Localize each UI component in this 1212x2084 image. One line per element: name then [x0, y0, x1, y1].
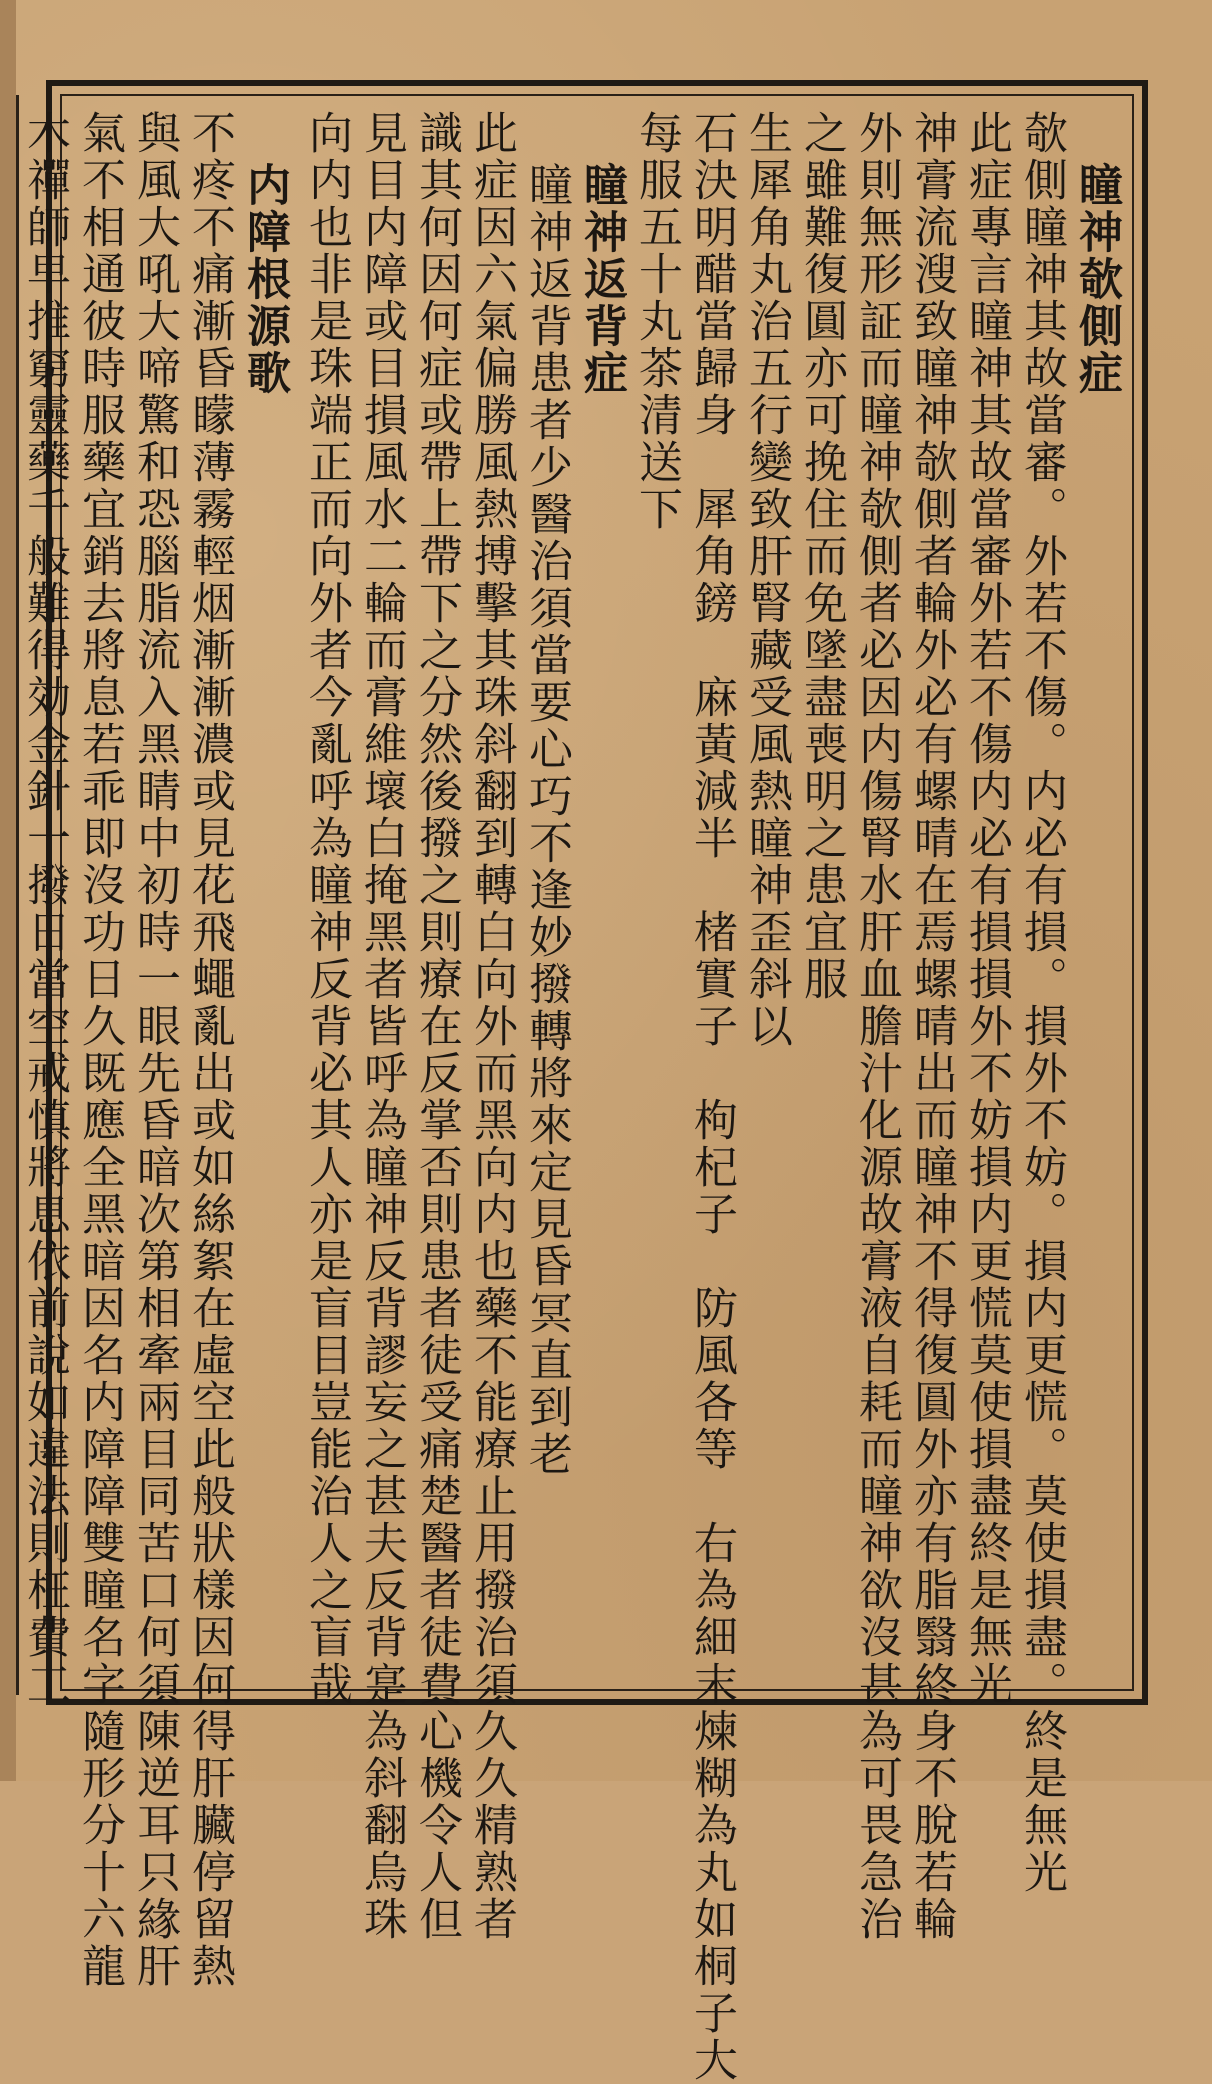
verse-column: 不疼不痛漸昏矇薄霧輕烟漸漸濃或見花飛蠅亂出或如絲絮在虛空此般狀樣因何得肝臟停留熱: [184, 110, 235, 1990]
verse-column: 氣不相通彼時服藥宜銷去將息若乖即沒功日久既應全黑暗因名内障障雙瞳名字隨形分十六龍: [74, 110, 125, 1990]
text-column: 見目内障或目損風水二輪而膏維壞白掩黑者皆呼為瞳神反背謬妄之甚夫反背寔為斜翻烏珠: [356, 110, 407, 1943]
heading-tongshen-fanbei: 瞳神返背症: [576, 162, 627, 397]
heading-neizhang-genyuan-ge: 内障根源歌: [239, 162, 290, 397]
binding-edge: [0, 0, 16, 1781]
verse-column: 與風大吼大啼驚和恐腦脂流入黑睛中初時一眼先昏暗次第相牽兩目同苦口何須陳逆耳只緣肝: [129, 110, 180, 1990]
text-block: [19, 110, 1122, 2084]
prescription-title-column: 生犀角丸治五行變致肝腎藏受風熱瞳神歪斜以: [741, 110, 792, 1050]
text-column: 向内也非是珠端正而向外者今亂呼為瞳神反背必其人亦是盲目豈能治人之盲哉: [301, 110, 352, 1708]
text-column: 神膏流溲致瞳神欹側者輪外必有螺晴在焉螺晴出而瞳神不得復圓外亦有脂翳終身不脫若輪: [906, 110, 957, 1943]
text-column: 識其何因何症或帶上帶下之分然後撥之則療在反掌否則患者徒受痛楚醫者徒費心機令人但: [411, 110, 462, 1943]
heading-tongshen-qice: 瞳神欹側症: [1071, 162, 1122, 397]
text-column: 外則無形証而瞳神欹側者必因内傷腎水肝血膽汁化源故膏液自耗而瞳神欲沒甚為可畏急治: [851, 110, 902, 1943]
verse-column: 瞳神返背患者少醫治須當要心巧不逢妙撥轉將來定見昏冥直到老: [521, 162, 572, 1478]
verse-column: 木禪師早推窮靈藥千般難得効金針一撥日當空戒慎將息依前說如違法則枉費工: [19, 110, 70, 1708]
verse-column: 欹側瞳神其故當審。外若不傷。内必有損。損外不妨。損内更慌。莫使損盡。終是無光: [1016, 110, 1067, 1896]
text-column: 之雖難復圓亦可挽住而免墜盡喪明之患宜服: [796, 110, 847, 1003]
text-column: 此症因六氣偏勝風熱搏擊其珠斜翻到轉白向外而黑向内也藥不能療止用撥治須久久精熟者: [466, 110, 517, 1943]
ingredients-column: 石決明醋當歸身 犀角鎊 麻黃減半 楮實子 枸杞子 防風各等 右為細末煉糊為丸如桐子大: [686, 110, 737, 2084]
text-column: 此症專言瞳神其故當審外若不傷内必有損損外不妨損内更慌莫使損盡終是無光: [961, 110, 1012, 1708]
dosage-column: 每服五十丸茶清送下: [631, 110, 682, 533]
